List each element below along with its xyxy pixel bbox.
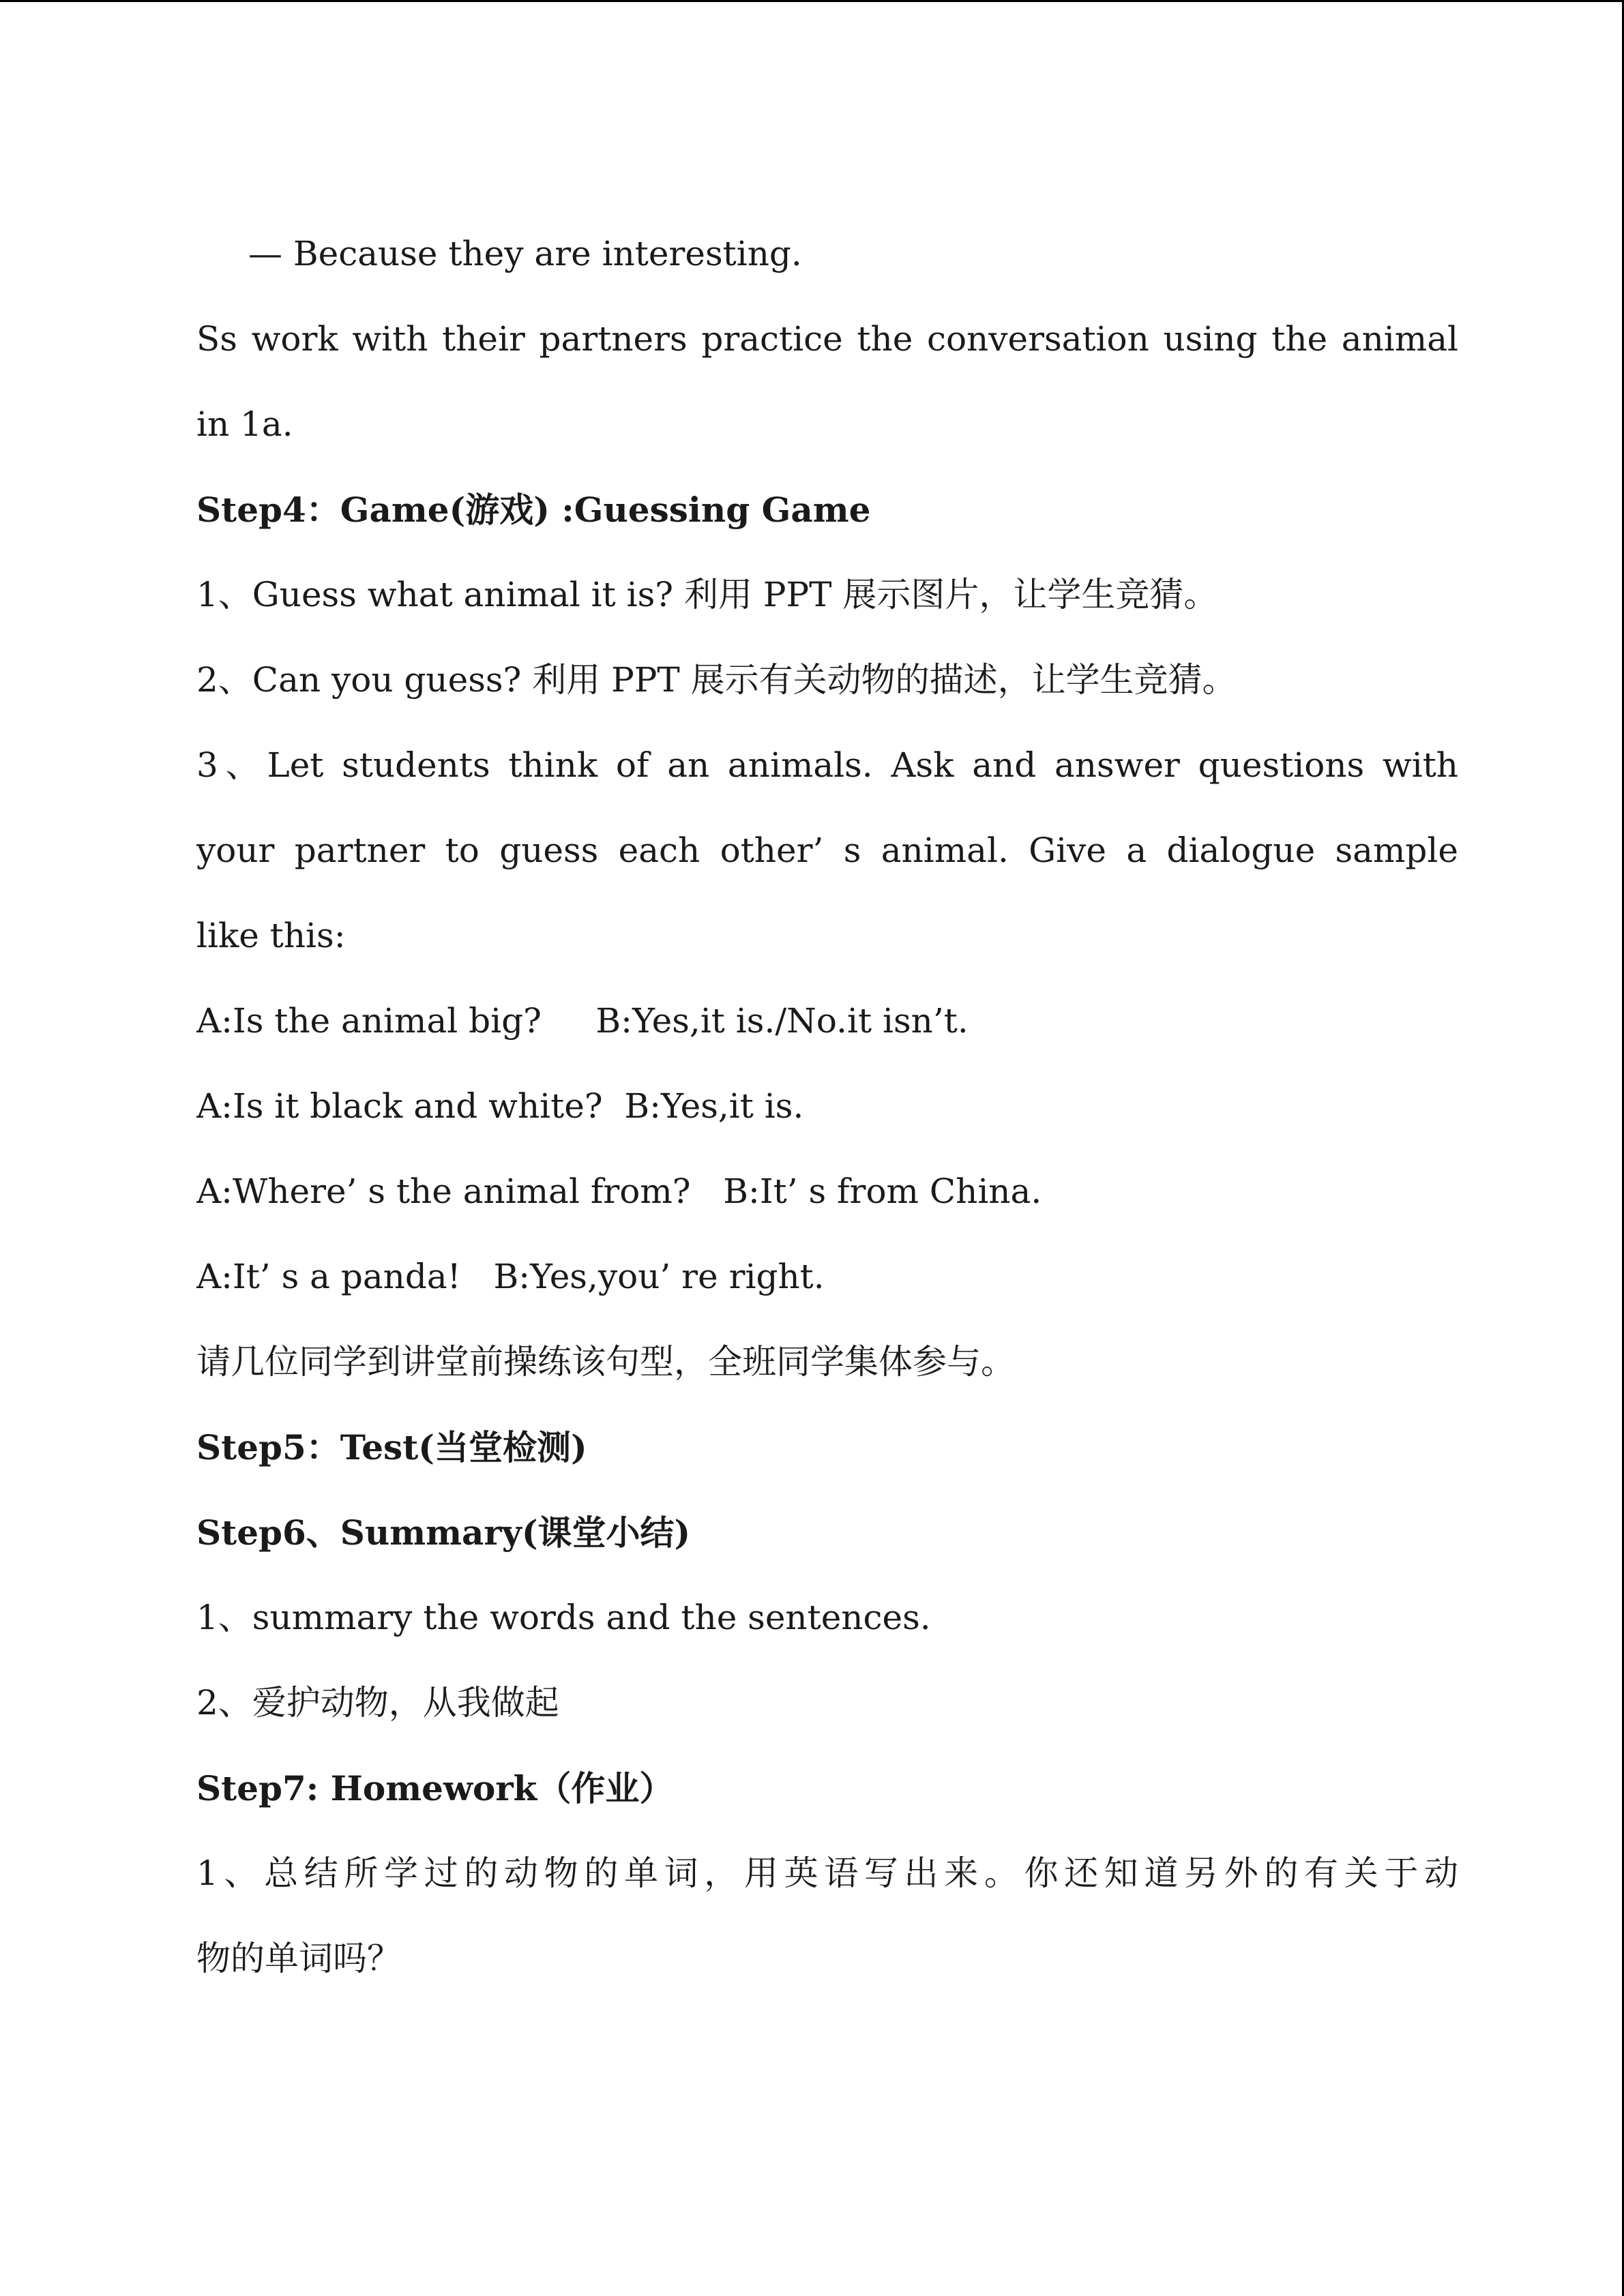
list-item: 1、summary the words and the sentences. [196,1598,931,1637]
list-item: 1、Guess what animal it is? 利用 PPT 展示图片，让学生竞猜。 [196,575,1218,614]
list-item-continued: your partner to guess each other’ s animal. Give a dialogue sample [196,831,1458,870]
dialogue-answer-line: — Because they are interesting. [248,234,802,273]
list-item: 2、Can you guess? 利用 PPT 展示有关动物的描述，让学生竞猜。 [196,660,1237,700]
document-body [196,211,1458,2001]
instruction-line: 请几位同学到讲堂前操练该句型，全班同学集体参与。 [196,1342,1015,1382]
step7-heading: Step7: Homework（作业） [196,1768,674,1808]
instruction-line: in 1a. [196,404,293,444]
step6-heading: Step6、Summary(课堂小结) [196,1512,691,1553]
step4-heading: Step4：Game(游戏) :Guessing Game [196,490,871,530]
list-item: 1、总结所学过的动物的单词，用英语写出来。你还知道另外的有关于动 [196,1853,1458,1893]
dialogue-line: A:Is the animal big? B:Yes,it is./No.it isn’t. [196,1001,969,1041]
dialogue-line: A:It’ s a panda! B:Yes,you’ re right. [196,1257,825,1296]
dialogue-line: A:Is it black and white? B:Yes,it is. [196,1086,804,1126]
list-item-continued: 物的单词吗？ [196,1939,401,1978]
list-item: 2、爱护动物，从我做起 [196,1683,559,1723]
instruction-line: Ss work with their partners practice the conversation using the animal [196,319,1458,359]
list-item-continued: like this: [196,916,346,955]
list-item: 3、Let students think of an animals. Ask and answer questions with [196,745,1458,785]
dialogue-line: A:Where’ s the animal from? B:It’ s from China. [196,1172,1042,1211]
step5-heading: Step5：Test(当堂检测) [196,1427,587,1467]
